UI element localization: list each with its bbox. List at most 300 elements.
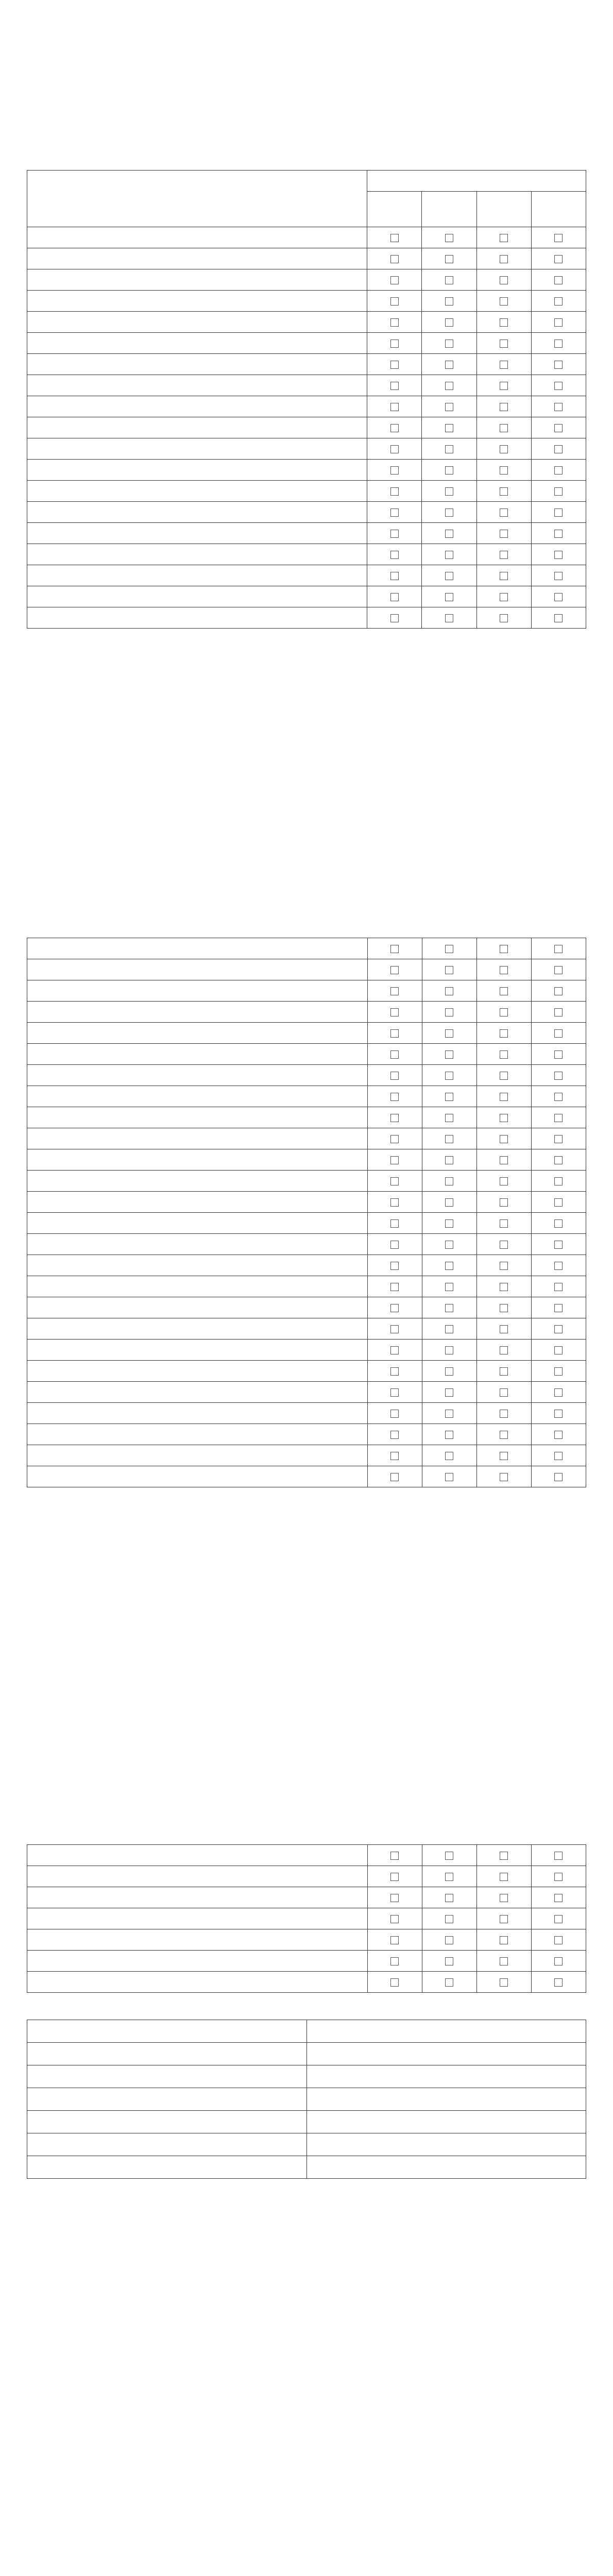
question-row [27, 1361, 586, 1382]
checkbox[interactable] [500, 340, 508, 348]
checkbox[interactable] [445, 966, 453, 974]
checkbox[interactable] [445, 945, 453, 953]
checkbox[interactable] [500, 255, 508, 263]
document-title [31, 93, 582, 150]
checkbox[interactable] [390, 614, 399, 622]
subscale-row [27, 2111, 586, 2133]
checkbox[interactable] [390, 1936, 399, 1944]
checkbox[interactable] [390, 945, 399, 953]
checkbox[interactable] [500, 1388, 508, 1397]
checkbox[interactable] [390, 297, 399, 306]
checkbox[interactable] [390, 1957, 399, 1965]
checkbox[interactable] [500, 297, 508, 306]
checkbox[interactable] [445, 445, 453, 453]
answer-cell [476, 375, 531, 396]
checkbox[interactable] [390, 572, 399, 580]
header-option-3 [476, 192, 531, 227]
checkbox[interactable] [445, 1177, 453, 1185]
answer-cell [422, 1361, 476, 1382]
checkbox[interactable] [390, 1093, 399, 1101]
checkbox[interactable] [390, 1198, 399, 1207]
answer-cell [531, 227, 586, 248]
question-text [27, 248, 367, 269]
checkbox[interactable] [554, 1093, 563, 1101]
answer-cell [531, 1845, 586, 1866]
answer-cell [422, 1255, 476, 1276]
checkbox[interactable] [390, 1452, 399, 1460]
question-text [27, 438, 367, 460]
checkbox[interactable] [554, 1410, 563, 1418]
answer-cell [476, 354, 531, 375]
answer-cell [367, 1972, 422, 1993]
checkbox[interactable] [500, 1304, 508, 1312]
checkbox[interactable] [445, 1114, 453, 1122]
checkbox[interactable] [554, 340, 563, 348]
checkbox[interactable] [390, 1325, 399, 1333]
answer-cell [476, 291, 531, 312]
subscale-name [27, 2133, 307, 2156]
intro-heading [33, 2221, 580, 2241]
checkbox[interactable] [554, 1283, 563, 1291]
checkbox[interactable] [390, 966, 399, 974]
question-row [27, 417, 586, 438]
checkbox[interactable] [554, 572, 563, 580]
question-row [27, 1845, 586, 1866]
checkbox[interactable] [554, 382, 563, 390]
checkbox[interactable] [445, 1367, 453, 1376]
checkbox[interactable] [554, 361, 563, 369]
checkbox[interactable] [390, 1873, 399, 1881]
checkbox[interactable] [390, 593, 399, 601]
checkbox[interactable] [554, 487, 563, 496]
checkbox[interactable] [554, 593, 563, 601]
checkbox[interactable] [500, 1936, 508, 1944]
checkbox[interactable] [445, 487, 453, 496]
question-text [27, 959, 368, 980]
question-row [27, 375, 586, 396]
checkbox[interactable] [390, 1156, 399, 1164]
checkbox[interactable] [554, 1978, 563, 1987]
checkbox[interactable] [445, 1410, 453, 1418]
answer-cell [422, 607, 476, 629]
question-text [27, 1128, 368, 1149]
checkbox[interactable] [390, 1852, 399, 1860]
checkbox[interactable] [500, 1177, 508, 1185]
checkbox[interactable] [390, 1072, 399, 1080]
checkbox[interactable] [445, 509, 453, 517]
checkbox[interactable] [390, 340, 399, 348]
checkbox[interactable] [554, 1072, 563, 1080]
checkbox[interactable] [445, 1346, 453, 1354]
checkbox[interactable] [500, 1915, 508, 1923]
checkbox[interactable] [445, 1473, 453, 1481]
question-text [27, 1908, 368, 1929]
checkbox[interactable] [390, 1241, 399, 1249]
answer-cell [476, 1318, 531, 1340]
checkbox[interactable] [445, 1241, 453, 1249]
checkbox[interactable] [500, 1156, 508, 1164]
question-row [27, 1023, 586, 1044]
checkbox[interactable] [500, 424, 508, 432]
answer-cell [531, 312, 586, 333]
answer-cell [476, 248, 531, 269]
question-row [27, 1065, 586, 1086]
checkbox[interactable] [554, 1114, 563, 1122]
checkbox[interactable] [554, 424, 563, 432]
checkbox[interactable] [445, 1135, 453, 1143]
checkbox[interactable] [390, 1219, 399, 1228]
checkbox[interactable] [554, 1262, 563, 1270]
question-text [27, 980, 368, 1002]
checkbox[interactable] [554, 1873, 563, 1881]
checkbox[interactable] [445, 1008, 453, 1016]
checkbox[interactable] [390, 276, 399, 284]
checkbox[interactable] [500, 1957, 508, 1965]
question-row [27, 565, 586, 586]
checkbox[interactable] [445, 1093, 453, 1101]
checkbox[interactable] [390, 1915, 399, 1923]
checkbox[interactable] [390, 1388, 399, 1397]
answer-cell [531, 1318, 586, 1340]
checkbox[interactable] [554, 1241, 563, 1249]
answer-cell [476, 1276, 531, 1297]
question-text [27, 1340, 368, 1361]
answer-cell [476, 959, 531, 980]
checkbox[interactable] [445, 1388, 453, 1397]
question-text [27, 1086, 368, 1107]
checkbox[interactable] [500, 1219, 508, 1228]
checkbox[interactable] [500, 1072, 508, 1080]
checkbox[interactable] [500, 234, 508, 242]
checkbox[interactable] [500, 361, 508, 369]
checkbox[interactable] [390, 1894, 399, 1902]
answer-cell [531, 460, 586, 481]
checkbox[interactable] [554, 1304, 563, 1312]
subscale-row [27, 2043, 586, 2065]
checkbox[interactable] [500, 614, 508, 622]
checkbox[interactable] [500, 593, 508, 601]
checkbox[interactable] [445, 297, 453, 306]
checkbox[interactable] [554, 276, 563, 284]
answer-cell [476, 1466, 531, 1487]
checkbox[interactable] [554, 1388, 563, 1397]
answer-cell [422, 523, 476, 544]
answer-cell [531, 1149, 586, 1171]
answer-cell [476, 1445, 531, 1466]
checkbox[interactable] [445, 1156, 453, 1164]
checkbox[interactable] [554, 1957, 563, 1965]
checkbox[interactable] [500, 1325, 508, 1333]
checkbox[interactable] [390, 509, 399, 517]
checkbox[interactable] [445, 1978, 453, 1987]
question-row [27, 959, 586, 980]
checkbox[interactable] [445, 1304, 453, 1312]
checkbox[interactable] [554, 1431, 563, 1439]
checkbox[interactable] [390, 551, 399, 559]
checkbox[interactable] [390, 1304, 399, 1312]
answer-cell [367, 1951, 422, 1972]
checkbox[interactable] [390, 466, 399, 474]
answer-cell [422, 1044, 476, 1065]
checkbox[interactable] [554, 1050, 563, 1059]
checkbox[interactable] [554, 1367, 563, 1376]
checkbox[interactable] [500, 403, 508, 411]
checkbox[interactable] [390, 234, 399, 242]
checkbox[interactable] [500, 1114, 508, 1122]
checkbox[interactable] [500, 1198, 508, 1207]
checkbox[interactable] [390, 1346, 399, 1354]
answer-cell [531, 1044, 586, 1065]
checkbox[interactable] [445, 1072, 453, 1080]
checkbox[interactable] [554, 1135, 563, 1143]
checkbox[interactable] [445, 1050, 453, 1059]
checkbox[interactable] [554, 530, 563, 538]
answer-cell [422, 1297, 476, 1318]
checkbox[interactable] [390, 318, 399, 327]
answer-cell [422, 1908, 476, 1929]
answer-cell [476, 1424, 531, 1445]
question-row [27, 1866, 586, 1887]
answer-cell [367, 607, 422, 629]
checkbox[interactable] [500, 987, 508, 995]
answer-cell [422, 1466, 476, 1487]
checkbox[interactable] [500, 1978, 508, 1987]
answer-cell [531, 607, 586, 629]
question-text [27, 1361, 368, 1382]
checkbox[interactable] [390, 382, 399, 390]
checkbox[interactable] [500, 1283, 508, 1291]
answer-cell [476, 269, 531, 291]
checkbox[interactable] [554, 1029, 563, 1038]
checkbox[interactable] [500, 1346, 508, 1354]
checkbox[interactable] [500, 1262, 508, 1270]
checkbox[interactable] [554, 318, 563, 327]
checkbox[interactable] [390, 1029, 399, 1038]
checkbox[interactable] [500, 487, 508, 496]
checkbox[interactable] [390, 1978, 399, 1987]
subscale-items [306, 2156, 586, 2179]
answer-cell [367, 1318, 422, 1340]
checkbox[interactable] [390, 1431, 399, 1439]
checkbox[interactable] [445, 1873, 453, 1881]
question-row [27, 586, 586, 607]
checkbox[interactable] [445, 424, 453, 432]
questionnaire-table-part-1 [27, 170, 586, 629]
checkbox[interactable] [445, 1219, 453, 1228]
checkbox[interactable] [554, 1936, 563, 1944]
checkbox[interactable] [500, 276, 508, 284]
question-row [27, 248, 586, 269]
answer-cell [531, 565, 586, 586]
checkbox[interactable] [390, 1410, 399, 1418]
checkbox[interactable] [554, 1852, 563, 1860]
checkbox[interactable] [554, 255, 563, 263]
checkbox[interactable] [445, 1957, 453, 1965]
checkbox[interactable] [500, 530, 508, 538]
checkbox[interactable] [390, 1283, 399, 1291]
checkbox[interactable] [554, 1156, 563, 1164]
checkbox[interactable] [390, 1177, 399, 1185]
checkbox[interactable] [500, 466, 508, 474]
checkbox[interactable] [500, 1050, 508, 1059]
checkbox[interactable] [390, 1008, 399, 1016]
answer-cell [422, 1192, 476, 1213]
question-row [27, 1044, 586, 1065]
checkbox[interactable] [445, 614, 453, 622]
checkbox[interactable] [554, 1177, 563, 1185]
checkbox[interactable] [500, 318, 508, 327]
checkbox[interactable] [445, 530, 453, 538]
question-text [27, 1845, 368, 1866]
checkbox[interactable] [445, 593, 453, 601]
checkbox[interactable] [390, 987, 399, 995]
checkbox[interactable] [445, 340, 453, 348]
checkbox[interactable] [445, 1915, 453, 1923]
checkbox[interactable] [390, 1114, 399, 1122]
answer-cell [422, 938, 476, 959]
checkbox[interactable] [445, 255, 453, 263]
checkbox[interactable] [500, 1135, 508, 1143]
answer-cell [367, 481, 422, 502]
answer-cell [422, 1424, 476, 1445]
checkbox[interactable] [445, 403, 453, 411]
answer-cell [476, 1107, 531, 1128]
checkbox[interactable] [500, 445, 508, 453]
checkbox[interactable] [445, 1936, 453, 1944]
checkbox[interactable] [500, 1431, 508, 1439]
checkbox[interactable] [445, 382, 453, 390]
checkbox[interactable] [445, 1431, 453, 1439]
checkbox[interactable] [445, 1262, 453, 1270]
checkbox[interactable] [390, 1135, 399, 1143]
checkbox[interactable] [500, 1008, 508, 1016]
answer-cell [531, 375, 586, 396]
checkbox[interactable] [500, 551, 508, 559]
checkbox[interactable] [390, 487, 399, 496]
question-row [27, 1255, 586, 1276]
question-row [27, 1403, 586, 1424]
checkbox[interactable] [500, 1894, 508, 1902]
checkbox[interactable] [554, 1008, 563, 1016]
checkbox[interactable] [500, 1029, 508, 1038]
header-score [367, 171, 586, 192]
answer-cell [367, 1234, 422, 1255]
checkbox[interactable] [554, 1894, 563, 1902]
checkbox[interactable] [445, 234, 453, 242]
checkbox[interactable] [554, 551, 563, 559]
checkbox[interactable] [500, 509, 508, 517]
question-row [27, 1149, 586, 1171]
checkbox[interactable] [445, 1325, 453, 1333]
checkbox[interactable] [390, 255, 399, 263]
answer-cell [476, 544, 531, 565]
checkbox[interactable] [554, 1473, 563, 1481]
checkbox[interactable] [445, 1894, 453, 1902]
checkbox[interactable] [445, 276, 453, 284]
answer-cell [476, 333, 531, 354]
question-row [27, 1171, 586, 1192]
answer-cell [367, 1340, 422, 1361]
checkbox[interactable] [554, 614, 563, 622]
checkbox[interactable] [554, 445, 563, 453]
checkbox[interactable] [390, 1050, 399, 1059]
checkbox[interactable] [390, 1262, 399, 1270]
checkbox[interactable] [500, 1410, 508, 1418]
answer-cell [422, 1403, 476, 1424]
checkbox[interactable] [500, 1852, 508, 1860]
checkbox[interactable] [500, 1473, 508, 1481]
checkbox[interactable] [390, 1473, 399, 1481]
checkbox[interactable] [554, 509, 563, 517]
checkbox[interactable] [445, 466, 453, 474]
checkbox[interactable] [445, 1852, 453, 1860]
checkbox[interactable] [390, 424, 399, 432]
answer-cell [422, 1445, 476, 1466]
question-text [27, 1951, 368, 1972]
checkbox[interactable] [445, 361, 453, 369]
checkbox[interactable] [554, 1219, 563, 1228]
checkbox[interactable] [390, 361, 399, 369]
answer-cell [422, 1866, 476, 1887]
checkbox[interactable] [500, 1241, 508, 1249]
answer-cell [422, 333, 476, 354]
checkbox[interactable] [554, 1325, 563, 1333]
checkbox[interactable] [445, 1283, 453, 1291]
checkbox[interactable] [500, 1093, 508, 1101]
checkbox[interactable] [554, 1346, 563, 1354]
checkbox[interactable] [500, 1452, 508, 1460]
checkbox[interactable] [554, 1198, 563, 1207]
checkbox[interactable] [500, 1367, 508, 1376]
checkbox[interactable] [554, 987, 563, 995]
checkbox[interactable] [554, 234, 563, 242]
checkbox[interactable] [445, 1452, 453, 1460]
checkbox[interactable] [554, 403, 563, 411]
checkbox[interactable] [445, 1198, 453, 1207]
answer-cell [367, 1276, 422, 1297]
answer-cell [476, 1128, 531, 1149]
checkbox[interactable] [445, 572, 453, 580]
answer-cell [531, 502, 586, 523]
checkbox[interactable] [500, 382, 508, 390]
checkbox[interactable] [500, 1873, 508, 1881]
question-row [27, 354, 586, 375]
checkbox[interactable] [500, 966, 508, 974]
checkbox[interactable] [445, 1029, 453, 1038]
checkbox[interactable] [445, 987, 453, 995]
checkbox[interactable] [554, 466, 563, 474]
checkbox[interactable] [554, 1452, 563, 1460]
answer-cell [476, 1086, 531, 1107]
checkbox[interactable] [500, 945, 508, 953]
checkbox[interactable] [390, 530, 399, 538]
checkbox[interactable] [554, 297, 563, 306]
answer-cell [531, 1192, 586, 1213]
checkbox[interactable] [554, 966, 563, 974]
checkbox[interactable] [500, 572, 508, 580]
checkbox[interactable] [445, 551, 453, 559]
checkbox[interactable] [445, 318, 453, 327]
checkbox[interactable] [390, 403, 399, 411]
checkbox[interactable] [390, 1367, 399, 1376]
checkbox[interactable] [554, 1915, 563, 1923]
answer-cell [531, 1887, 586, 1908]
checkbox[interactable] [554, 945, 563, 953]
checkbox[interactable] [390, 445, 399, 453]
answer-cell [422, 269, 476, 291]
answer-cell [367, 354, 422, 375]
answer-cell [476, 438, 531, 460]
